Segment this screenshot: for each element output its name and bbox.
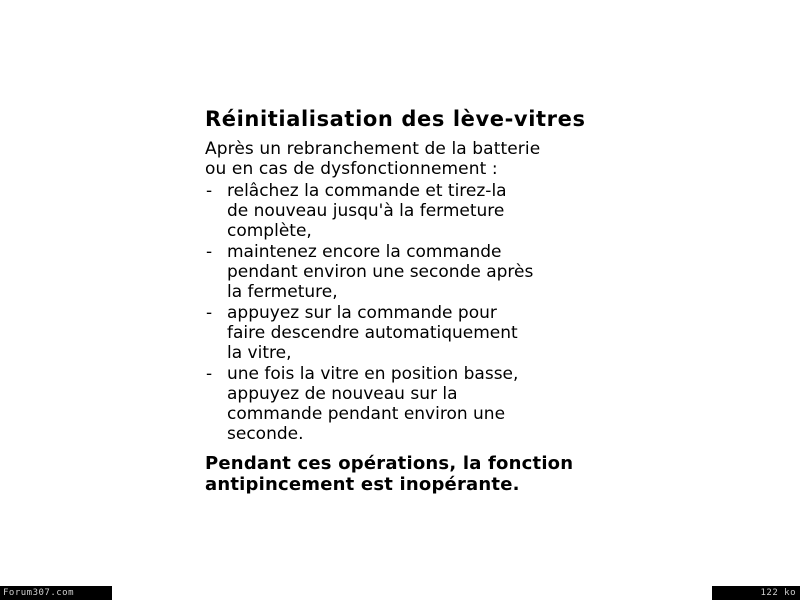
bullet-marker: -: [206, 180, 213, 201]
list-item: [205, 303, 605, 363]
step-line: appuyez de nouveau sur la: [227, 384, 458, 405]
closing-line: Pendant ces opérations, la fonction: [205, 453, 574, 475]
step-line: seconde.: [227, 424, 304, 445]
intro-paragraph: [205, 139, 605, 179]
list-item: [205, 181, 605, 241]
step-line: la vitre,: [227, 342, 292, 363]
closing-line: antipincement est inopérante.: [205, 473, 520, 495]
footer-filesize-label: 122 ko: [712, 586, 800, 600]
step-line: relâchez la commande et tirez-la: [227, 180, 507, 201]
step-line: faire descendre automatiquement: [227, 322, 518, 343]
bullet-marker: -: [206, 364, 213, 385]
intro-line: Après un rebranchement de la batterie: [205, 138, 541, 159]
step-line: commande pendant environ une: [227, 404, 506, 425]
intro-line: ou en cas de dysfonctionnement :: [205, 158, 498, 179]
step-line: une fois la vitre en position basse,: [227, 364, 519, 385]
step-line: maintenez encore la commande: [227, 241, 502, 262]
step-line: complète,: [227, 220, 312, 241]
bullet-marker: -: [206, 241, 213, 262]
page-title: Réinitialisation des lève-vitres: [205, 107, 586, 131]
bullet-marker: -: [206, 302, 213, 323]
step-line: pendant environ une seconde après: [227, 261, 534, 282]
list-item: [205, 364, 605, 444]
closing-note: [205, 454, 605, 495]
footer-bar: [0, 586, 800, 600]
steps-list: [205, 181, 605, 445]
footer-source-label: Forum307.com: [0, 586, 112, 600]
step-line: la fermeture,: [227, 281, 338, 302]
document-content: [205, 108, 605, 496]
step-line: appuyez sur la commande pour: [227, 302, 497, 323]
step-line: de nouveau jusqu'à la fermeture: [227, 200, 505, 221]
list-item: [205, 242, 605, 302]
